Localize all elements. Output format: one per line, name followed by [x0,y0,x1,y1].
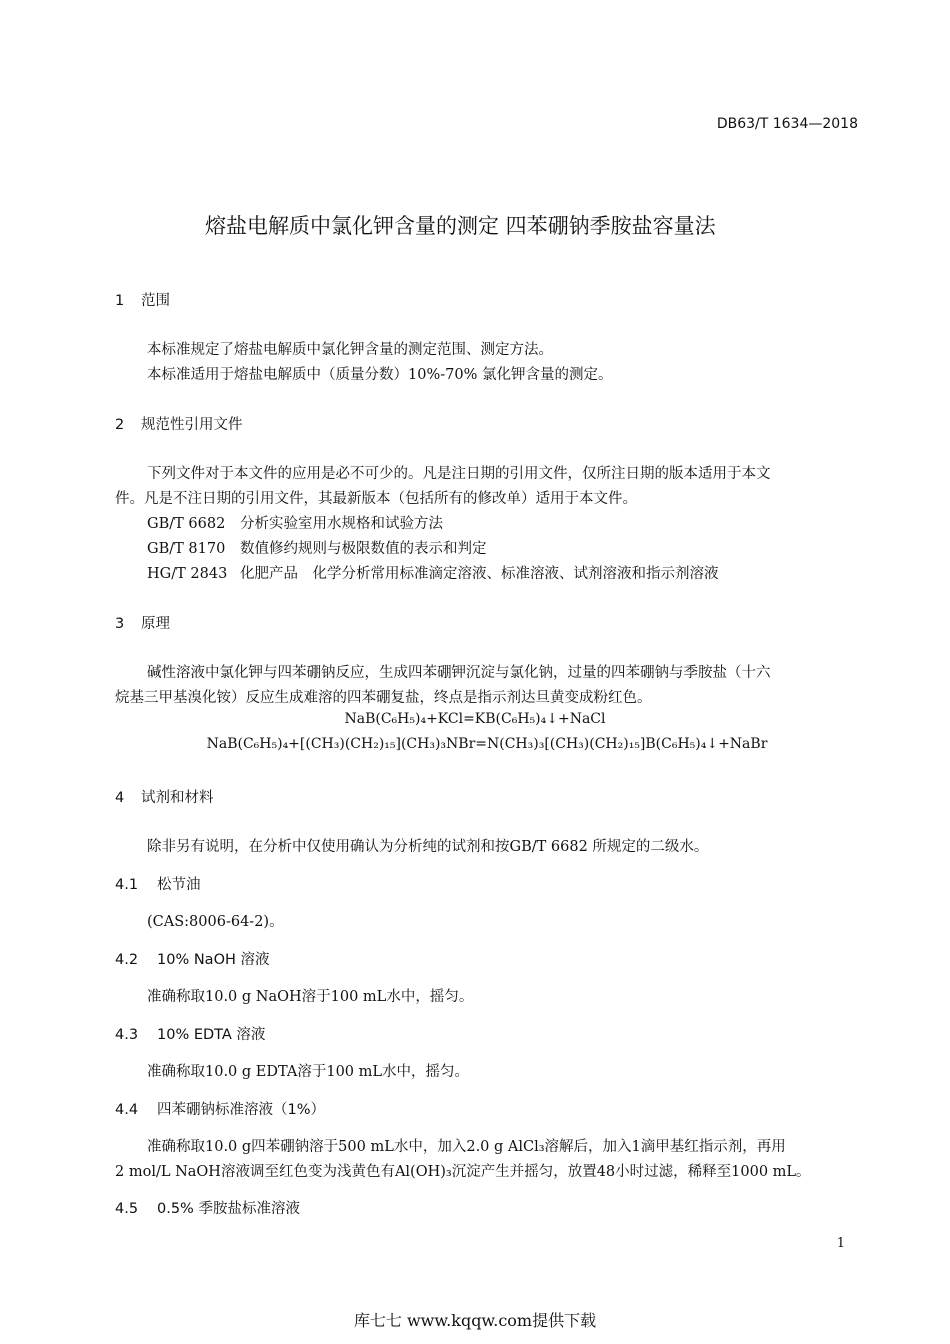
section-title: 试剂和材料 [141,790,214,806]
paragraph: 准确称取10.0 g NaOH溶于100 mL水中，摇匀。 [147,989,474,1005]
section-title: 原理 [141,616,170,632]
paragraph: 下列文件对于本文件的应用是必不可少的。凡是注日期的引用文件，仅所注日期的版本适用于本文 [147,466,771,482]
reference-item [147,562,719,583]
paragraph: (CAS:8006-64-2)。 [147,914,284,930]
reference-code: GB/T 8170 [147,541,226,557]
document-code: DB63/T 1634—2018 [716,116,858,132]
paragraph: 件。凡是不注日期的引用文件，其最新版本（包括所有的修改单）适用于本文件。 [115,491,637,507]
section-number: 1 [115,293,125,309]
subsection-heading-4-4 [115,1098,325,1119]
subsection-number: 4.3 [115,1027,139,1043]
section-number: 4 [115,790,125,806]
paragraph: 烷基三甲基溴化铵）反应生成难溶的四苯硼复盐，终点是指示剂达旦黄变成粉红色。 [115,690,652,706]
document-title: 熔盐电解质中氯化钾含量的测定 四苯硼钠季胺盐容量法 [205,214,716,238]
reference-name: 化肥产品 化学分析常用标准滴定溶液、标准溶液、试剂溶液和指示剂溶液 [240,566,719,582]
equation: NaB(C₆H₅)₄+KCl=KB(C₆H₅)₄↓+NaCl [344,711,606,727]
subsection-title: 0.5% 季胺盐标准溶液 [157,1201,300,1217]
section-heading-3 [115,612,170,633]
section-heading-2 [115,413,243,434]
reference-item [147,537,487,558]
paragraph: 除非另有说明，在分析中仅使用确认为分析纯的试剂和按GB/T 6682 所规定的二级水。 [147,839,709,855]
subsection-heading-4-5 [115,1197,300,1218]
subsection-number: 4.4 [115,1102,139,1118]
page-number: 1 [836,1236,845,1251]
subsection-heading-4-3 [115,1023,265,1044]
section-title: 范围 [141,293,170,309]
subsection-title: 四苯硼钠标准溶液（1%） [157,1102,326,1118]
section-title: 规范性引用文件 [141,417,243,433]
reference-name: 分析实验室用水规格和试验方法 [240,516,443,532]
section-number: 3 [115,616,125,632]
paragraph: 准确称取10.0 g四苯硼钠溶于500 mL水中，加入2.0 g AlCl₃溶解后，加入1滴甲基红指示剂，再用 [147,1139,786,1155]
section-heading-1 [115,289,170,310]
subsection-heading-4-1 [115,873,201,894]
paragraph: 2 mol/L NaOH溶液调至红色变为浅黄色有Al(OH)₃沉淀产生并摇匀，放置48小时过滤，稀释至1000 mL。 [115,1164,811,1180]
paragraph: 本标准适用于熔盐电解质中（质量分数）10%-70% 氯化钾含量的测定。 [147,367,613,383]
reference-code: GB/T 6682 [147,516,226,532]
paragraph: 碱性溶液中氯化钾与四苯硼钠反应，生成四苯硼钾沉淀与氯化钠，过量的四苯硼钠与季胺盐（十六 [147,665,771,681]
paragraph: 本标准规定了熔盐电解质中氯化钾含量的测定范围、测定方法。 [147,342,553,358]
paragraph: 准确称取10.0 g EDTA溶于100 mL水中，摇匀。 [147,1064,470,1080]
section-heading-4 [115,786,214,807]
subsection-heading-4-2 [115,948,270,969]
download-footer: 库七七 www.kqqw.com提供下载 [353,1311,597,1330]
reference-item [147,512,443,533]
subsection-number: 4.5 [115,1201,139,1217]
subsection-number: 4.1 [115,877,139,893]
reference-name: 数值修约规则与极限数值的表示和判定 [240,541,487,557]
subsection-number: 4.2 [115,952,139,968]
equation: NaB(C₆H₅)₄+[(CH₃)(CH₂)₁₅](CH₃)₃NBr=N(CH₃)₃[(CH₃)(CH₂)₁₅]B(C₆H₅)₄↓+NaBr [206,736,768,752]
subsection-title: 松节油 [157,877,201,893]
section-number: 2 [115,417,125,433]
reference-code: HG/T 2843 [147,566,228,582]
subsection-title: 10% EDTA 溶液 [157,1027,266,1043]
subsection-title: 10% NaOH 溶液 [157,952,270,968]
